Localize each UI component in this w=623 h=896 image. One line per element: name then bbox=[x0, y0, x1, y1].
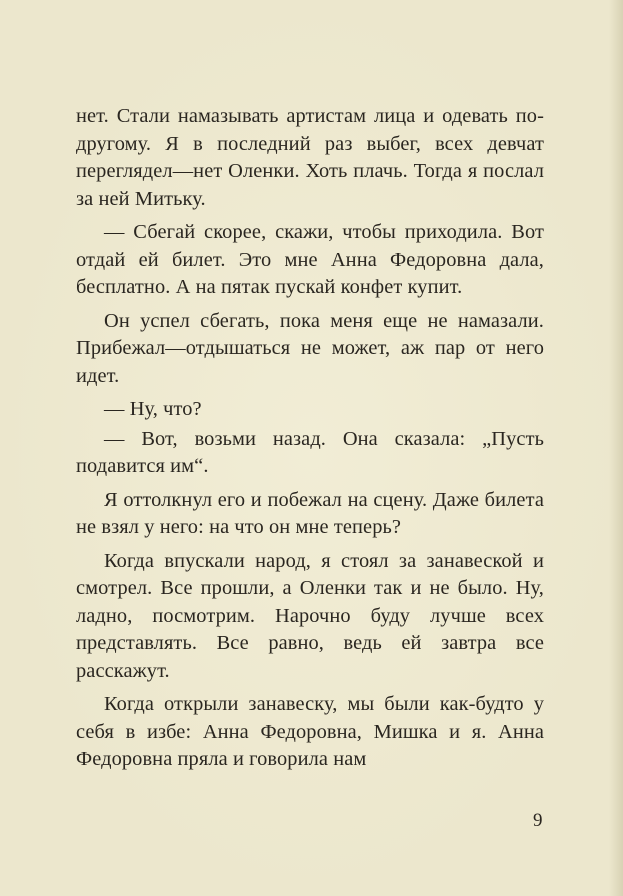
paragraph-4: — Ну, что? bbox=[104, 398, 202, 420]
paragraph-7: Когда впускали народ, я стоял за занавеской и смотрел. Все прошли, а Оленки так и не было. Ну, ладно, посмотрим. Нарочно буду лучше всех представлять. Все равно, ведь ей завтра все расскажут. bbox=[76, 549, 544, 682]
paragraph-5: — Вот, возьми назад. Она сказала: „Пусть подавится им“. bbox=[76, 427, 544, 477]
page-text bbox=[76, 103, 544, 780]
paragraph-6: Я оттолкнул его и побежал на сцену. Даже билета не взял у него: на что он мне теперь? bbox=[76, 488, 544, 538]
page-number: 9 bbox=[533, 810, 543, 831]
page-edge-shadow bbox=[609, 0, 623, 896]
paragraph-1: нет. Стали намазывать артистам лица и одевать по-другому. Я в последний раз выбег, всех девчат переглядел—нет Оленки. Хоть плачь. Тогда я послал за ней Митьку. bbox=[76, 105, 544, 210]
paragraph-2: — Сбегай скорее, скажи, чтобы приходила. Вот отдай ей билет. Это мне Анна Федоровна дала, бесплатно. А на пятак пускай конфет купит. bbox=[76, 221, 544, 298]
paragraph-8: Когда открыли занавеску, мы были как-будто у себя в избе: Анна Федоровна, Мишка и я. Анна Федоровна пряла и говорила нам bbox=[76, 693, 544, 770]
paragraph-3: Он успел сбегать, пока меня еще не намазали. Прибежал—отдышаться не может, аж пар от него идет. bbox=[76, 309, 544, 387]
